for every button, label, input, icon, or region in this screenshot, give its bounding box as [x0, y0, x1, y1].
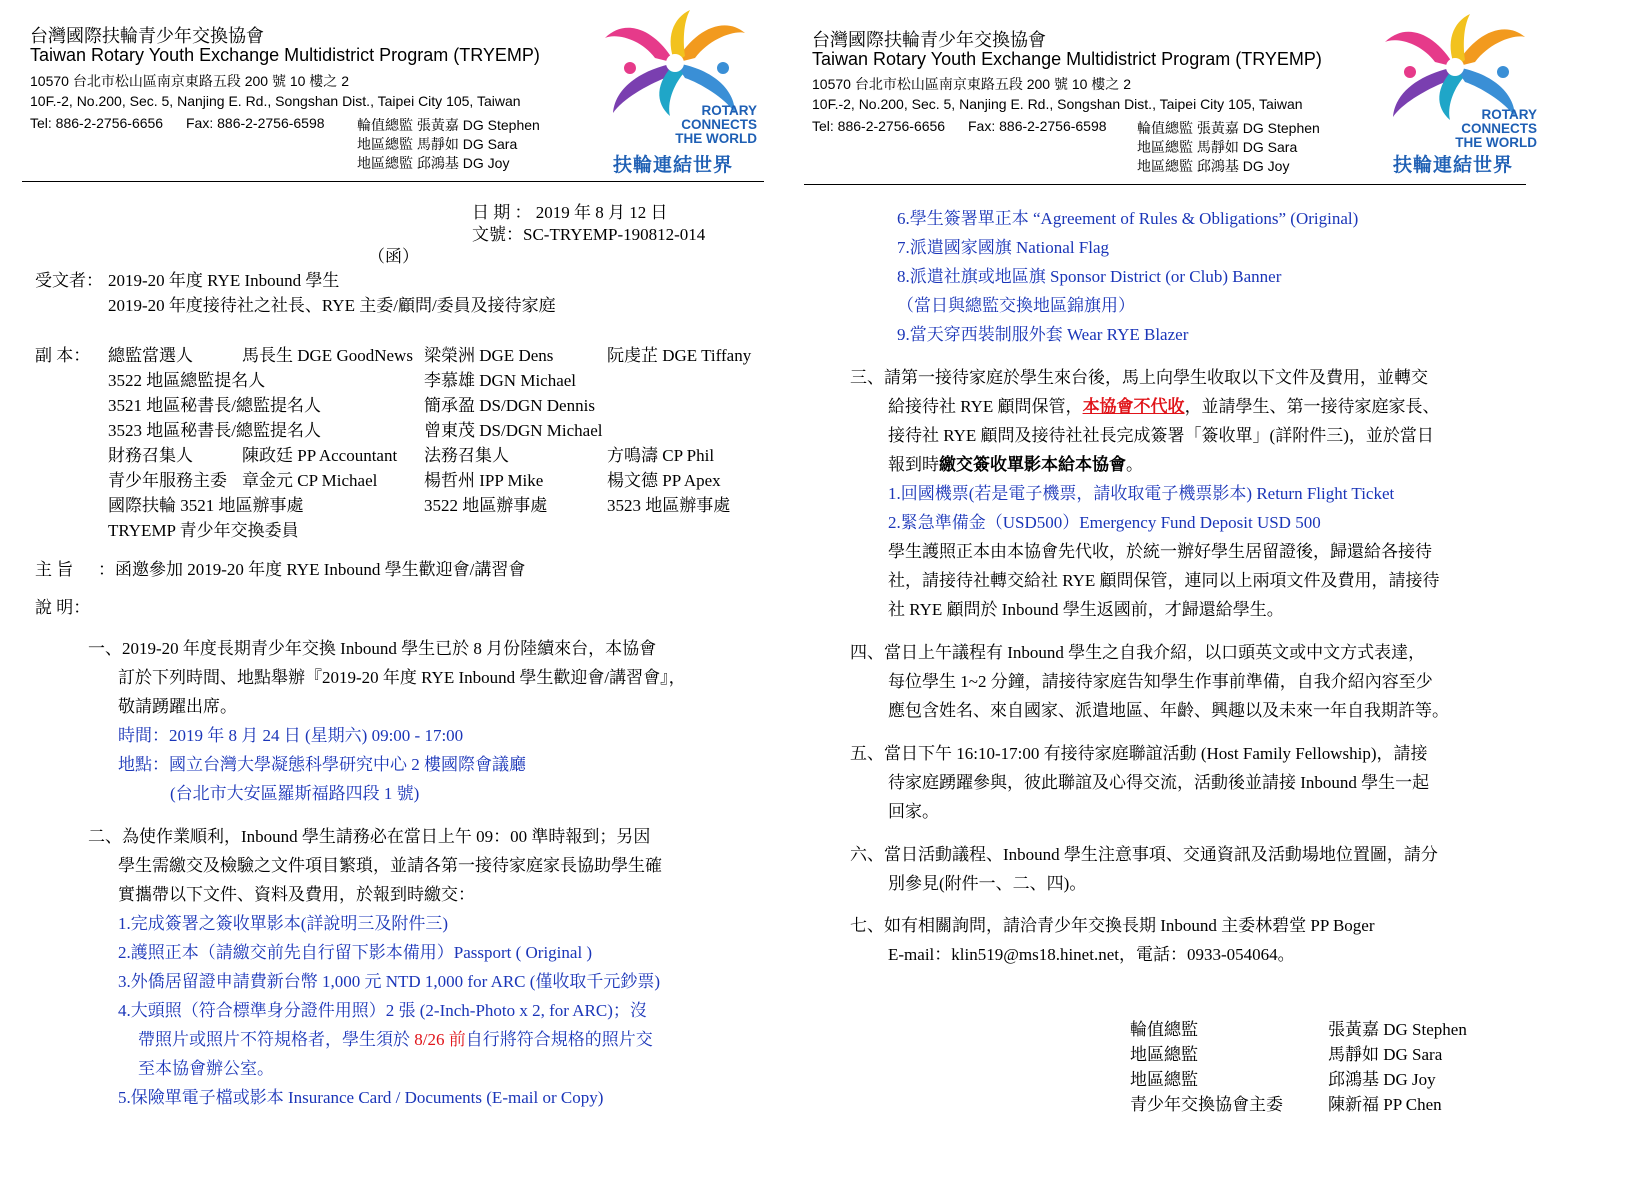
cc-cell: 楊文德 PP Apex: [607, 471, 721, 490]
sec1-line-3: 敬請踴躍出席。: [118, 697, 237, 716]
sec2-item-6: 6.學生簽署單正本 “Agreement of Rules & Obligations” (Original): [897, 209, 1359, 228]
address-en: 10F.-2, No.200, Sec. 5, Nanjing E. Rd., Songshan Dist., Taipei City 105, Taiwan: [812, 96, 1303, 112]
sec6-line-2: 別參見(附件一、二、四)。: [888, 874, 1087, 893]
sec3-item-2: 2.緊急準備金（USD500）Emergency Fund Deposit USD 500: [888, 513, 1321, 532]
org-name-cn: 台灣國際扶輪青少年交換協會: [812, 30, 1046, 50]
recipient-line-1: 2019-20 年度 RYE Inbound 學生: [108, 271, 340, 290]
header-sig-3: 地區總監 邱鴻基 DG Joy: [357, 155, 510, 171]
sec2-item-7: 7.派遣國家國旗 National Flag: [897, 238, 1110, 257]
address-cn: 10570 台北市松山區南京東路五段 200 號 10 樓之 2: [812, 76, 1131, 92]
sec3-line-4: 報到時繳交簽收單影本給本協會。: [888, 455, 1143, 474]
tel: Tel: 886-2-2756-6656: [30, 115, 164, 131]
cc-cell: 法務召集人: [424, 446, 509, 465]
logo-tagline: ROTARY CONNECTS THE WORLD: [1455, 107, 1537, 150]
page-2: [812, 0, 1645, 1184]
date: 日 期 ： 2019 年 8 月 12 日: [472, 203, 668, 222]
sec2-item-4c: 至本協會辦公室。: [138, 1059, 274, 1078]
page-1: [0, 0, 820, 1184]
sec2-item-4a: 4.大頭照（符合標準身分證件用照）2 張 (2-Inch-Photo x 2, for ARC)；沒: [118, 1001, 647, 1020]
signature-name: 邱鴻基 DG Joy: [1328, 1070, 1436, 1089]
sec3-item-1: 1.回國機票(若是電子機票，請收取電子機票影本) Return Flight Ticket: [888, 484, 1395, 503]
sec3-line-2: 給接待社 RYE 顧問保管，本協會不代收，並請學生、第一接待家庭家長、: [888, 397, 1440, 416]
cc-cell: 章金元 CP Michael: [242, 471, 378, 490]
address-en: 10F.-2, No.200, Sec. 5, Nanjing E. Rd., Songshan Dist., Taipei City 105, Taiwan: [30, 93, 521, 109]
cc-cell: 曾東茂 DS/DGN Michael: [424, 421, 603, 440]
letter-type: （函）: [368, 247, 419, 266]
sec7-line-2: E-mail：klin519@ms18.hinet.net，電話：0933-054064。: [888, 945, 1295, 964]
cc-cell: 國際扶輪 3521 地區辦事處: [108, 496, 304, 515]
sec2-item-4b: 帶照片或照片不符規格者，學生須於 8/26 前自行將符合規格的照片交: [138, 1030, 653, 1049]
subject-text: ：函邀參加 2019-20 年度 RYE Inbound 學生歡迎會/講習會: [98, 560, 526, 579]
signature-name: 陳新福 PP Chen: [1328, 1095, 1442, 1114]
sec2-line-2: 學生需繳交及檢驗之文件項目繁瑣，並請各第一接待家庭家長協助學生確: [118, 856, 662, 875]
cc-cell: 3522 地區辦事處: [424, 496, 548, 515]
header-sig-1: 輪值總監 張黃嘉 DG Stephen: [1137, 120, 1320, 136]
not-collected-notice: 本協會不代收: [1082, 397, 1185, 416]
sec2-line-3: 實攜帶以下文件、資料及費用，於報到時繳交：: [118, 885, 475, 904]
sec2-line-1: 二、為使作業順利，Inbound 學生請務必在當日上午 09：00 準時報到；另因: [88, 827, 651, 846]
cc-cell: 簡承盈 DS/DGN Dennis: [424, 396, 595, 415]
event-place: 地點：國立台灣大學凝態科學研究中心 2 樓國際會議廳: [118, 755, 526, 774]
explain-label: 說 明：: [35, 598, 91, 617]
org-name-en: Taiwan Rotary Youth Exchange Multidistrict Program (TRYEMP): [30, 45, 540, 65]
sec2-item-9: 9.當天穿西裝制服外套 Wear RYE Blazer: [897, 325, 1189, 344]
cc-cell: 李慕雄 DGN Michael: [424, 371, 577, 390]
sec2-item-8: 8.派遣社旗或地區旗 Sponsor District (or Club) Banner: [897, 267, 1282, 286]
cc-cell: 陳政廷 PP Accountant: [242, 446, 398, 465]
sec1-line-1: 一、2019-20 年度長期青少年交換 Inbound 學生已於 8 月份陸續來台，本協會: [88, 639, 657, 658]
sec3-line-3: 接待社 RYE 顧問及接待社社長完成簽署「簽收單」(詳附件三)，並於當日: [888, 426, 1434, 445]
sec7-line-1: 七、如有相關詢問，請洽青少年交換長期 Inbound 主委林碧堂 PP Boger: [850, 916, 1375, 935]
recipient-line-2: 2019-20 年度接待社之社長、RYE 主委/顧問/委員及接待家庭: [108, 296, 556, 315]
org-name-cn: 台灣國際扶輪青少年交換協會: [30, 26, 264, 46]
cc-cell: 方鳴濤 CP Phil: [607, 446, 715, 465]
cc-cell: 梁榮洲 DGE Dens: [424, 346, 554, 365]
cc-cell: 青少年服務主委: [108, 471, 227, 490]
sec2-item-5: 5.保險單電子檔或影本 Insurance Card / Documents (E-mail or Copy): [118, 1088, 604, 1107]
subject-label: 主 旨: [35, 560, 74, 579]
signature-title: 地區總監: [1130, 1070, 1198, 1089]
cc-cell: 阮虔芷 DGE Tiffany: [607, 346, 752, 365]
sec4-line-3: 應包含姓名、來自國家、派遣地區、年齡、興趣以及未來一年自我期許等。: [888, 701, 1449, 720]
cc-cell: 3523 地區秘書長/總監提名人: [108, 421, 321, 440]
signature-name: 馬靜如 DG Sara: [1328, 1045, 1443, 1064]
fax: Fax: 886-2-2756-6598: [186, 115, 325, 131]
header-divider: [804, 184, 1526, 185]
sec2-item-8b: （當日與總監交換地區錦旗用）: [897, 296, 1135, 315]
signature-title: 地區總監: [1130, 1045, 1198, 1064]
logo-cn: 扶輪連結世界: [1393, 154, 1514, 176]
cc-cell: 3522 地區總監提名人: [108, 371, 266, 390]
sec6-line-1: 六、當日活動議程、Inbound 學生注意事項、交通資訊及活動場地位置圖，請分: [850, 845, 1438, 864]
event-time: 時間：2019 年 8 月 24 日 (星期六) 09:00 - 17:00: [118, 726, 464, 745]
rotary-swirl-icon: [585, 8, 765, 118]
cc-cell: 楊哲州 IPP Mike: [424, 471, 544, 490]
sec4-line-2: 每位學生 1~2 分鐘，請接待家庭告知學生作事前準備，自我介紹內容至少: [888, 672, 1433, 691]
sec2-item-1: 1.完成簽署之簽收單影本(詳說明三及附件三): [118, 914, 449, 933]
address-cn: 10570 台北市松山區南京東路五段 200 號 10 樓之 2: [30, 73, 349, 89]
rotary-logo: [585, 8, 765, 176]
signature-name: 張黃嘉 DG Stephen: [1328, 1020, 1467, 1039]
cc-cell: 財務召集人: [108, 446, 193, 465]
org-name-en: Taiwan Rotary Youth Exchange Multidistrict Program (TRYEMP): [812, 49, 1322, 69]
fax: Fax: 886-2-2756-6598: [968, 118, 1107, 134]
signature-title: 青少年交換協會主委: [1130, 1095, 1283, 1114]
deadline-date: 8/26 前: [414, 1030, 466, 1049]
cc-cell: 3523 地區辦事處: [607, 496, 731, 515]
header-sig-2: 地區總監 馬靜如 DG Sara: [357, 136, 518, 152]
sec4-line-1: 四、當日上午議程有 Inbound 學生之自我介紹，以口頭英文或中文方式表達，: [850, 643, 1426, 662]
document-number: 文號：SC-TRYEMP-190812-014: [472, 225, 706, 244]
header-divider: [22, 181, 764, 182]
sec5-line-3: 回家。: [888, 802, 939, 821]
header-sig-2: 地區總監 馬靜如 DG Sara: [1137, 139, 1298, 155]
cc-cell: 總監當選人: [108, 346, 193, 365]
sec5-line-1: 五、當日下午 16:10-17:00 有接待家庭聯誼活動 (Host Family Fellowship)，請接: [850, 744, 1428, 763]
header-sig-3: 地區總監 邱鴻基 DG Joy: [1137, 158, 1290, 174]
cc-cell: 馬長生 DGE GoodNews: [242, 346, 413, 365]
sec3-para-2: 社，請接待社轉交給社 RYE 顧問保管，連同以上兩項文件及費用，請接待: [888, 571, 1440, 590]
sec2-item-2: 2.護照正本（請繳交前先自行留下影本備用）Passport ( Original ): [118, 943, 593, 962]
logo-cn: 扶輪連結世界: [613, 154, 734, 176]
sec3-para-3: 社 RYE 顧問於 Inbound 學生返國前，才歸還給學生。: [888, 600, 1284, 619]
sec3-line-1: 三、請第一接待家庭於學生來台後，馬上向學生收取以下文件及費用，並轉交: [850, 368, 1428, 387]
sec2-item-3: 3.外僑居留證申請費新台幣 1,000 元 NTD 1,000 for ARC (僅收取千元鈔票): [118, 972, 661, 991]
rotary-swirl-icon: [1365, 12, 1545, 122]
cc-cell: TRYEMP 青少年交換委員: [108, 521, 299, 540]
logo-tagline: ROTARY CONNECTS THE WORLD: [675, 103, 757, 146]
rotary-logo: [1365, 12, 1545, 176]
sec5-line-2: 待家庭踴躍參與，彼此聯誼及心得交流，活動後並請接 Inbound 學生一起: [888, 773, 1430, 792]
event-address: (台北市大安區羅斯福路四段 1 號): [170, 784, 420, 803]
tel: Tel: 886-2-2756-6656: [812, 118, 946, 134]
recipient-label: 受文者：: [35, 271, 103, 290]
header-sig-1: 輪值總監 張黃嘉 DG Stephen: [357, 117, 540, 133]
sec1-line-2: 訂於下列時間、地點舉辦『2019-20 年度 RYE Inbound 學生歡迎會/講習會』，: [118, 668, 686, 687]
signature-title: 輪值總監: [1130, 1020, 1198, 1039]
sec3-para-1: 學生護照正本由本協會先代收，於統一辦好學生居留證後，歸還給各接待: [888, 542, 1432, 561]
cc-label: 副 本：: [35, 346, 91, 365]
cc-cell: 3521 地區秘書長/總監提名人: [108, 396, 321, 415]
